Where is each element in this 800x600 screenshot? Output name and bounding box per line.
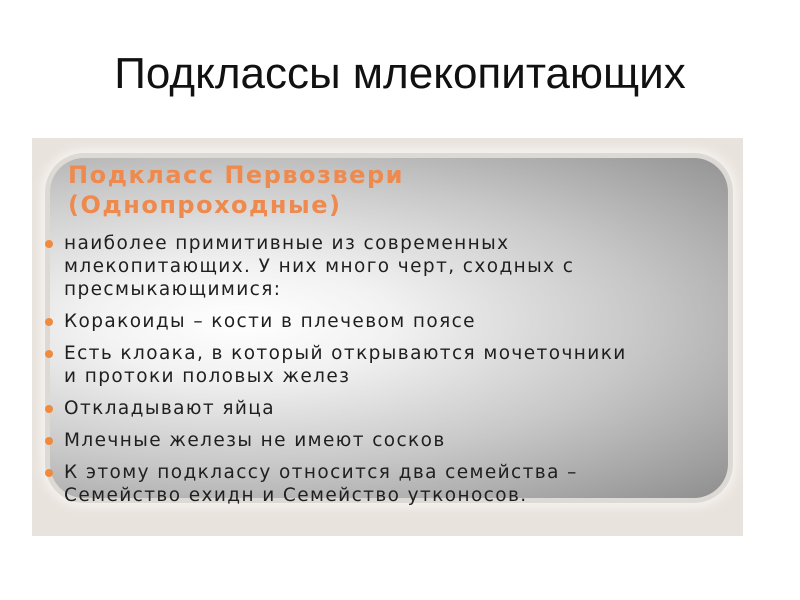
bullet-text-line: и протоки половых желез xyxy=(64,366,351,387)
heading-line-1: Подкласс Первозвери xyxy=(68,161,404,189)
bullet-text-line: Семейство ехидн и Семейство утконосов. xyxy=(64,485,528,506)
bullet-dot-icon xyxy=(45,240,53,248)
bullet-text-line: Откладывают яйца xyxy=(64,398,276,419)
bullet-item-coracoids xyxy=(42,310,732,333)
bullet-text-line: пресмыкающимися: xyxy=(64,279,282,300)
bullet-dot-icon xyxy=(45,405,53,413)
bullet-item-cloaca xyxy=(42,342,732,388)
bullet-item-families xyxy=(42,461,732,507)
bullet-text-line: К этому подклассу относится два семейства – xyxy=(64,462,578,483)
bullet-dot-icon xyxy=(45,437,53,445)
bullet-item-primitive xyxy=(42,232,732,301)
content-picture xyxy=(32,138,743,536)
bullet-text-line: Млечные железы не имеют сосков xyxy=(64,430,446,451)
bullet-item-mammary-glands xyxy=(42,429,732,452)
bullet-dot-icon xyxy=(45,469,53,477)
bullet-item-eggs xyxy=(42,397,732,420)
bullet-text-line: млекопитающих. У них много черт, сходных с xyxy=(64,256,575,277)
bullet-text-line: наиболее примитивные из современных xyxy=(64,233,510,254)
bullet-list xyxy=(42,232,732,516)
bullet-text-line: Коракоиды – кости в плечевом поясе xyxy=(64,311,476,332)
bullet-dot-icon xyxy=(45,350,53,358)
bullet-text-line: Есть клоака, в который открываются мочеточники xyxy=(64,343,627,364)
bullet-dot-icon xyxy=(45,318,53,326)
slide-title: Подклассы млекопитающих xyxy=(114,49,686,98)
subclass-heading xyxy=(68,160,404,220)
heading-line-2: (Однопроходные) xyxy=(68,191,342,219)
